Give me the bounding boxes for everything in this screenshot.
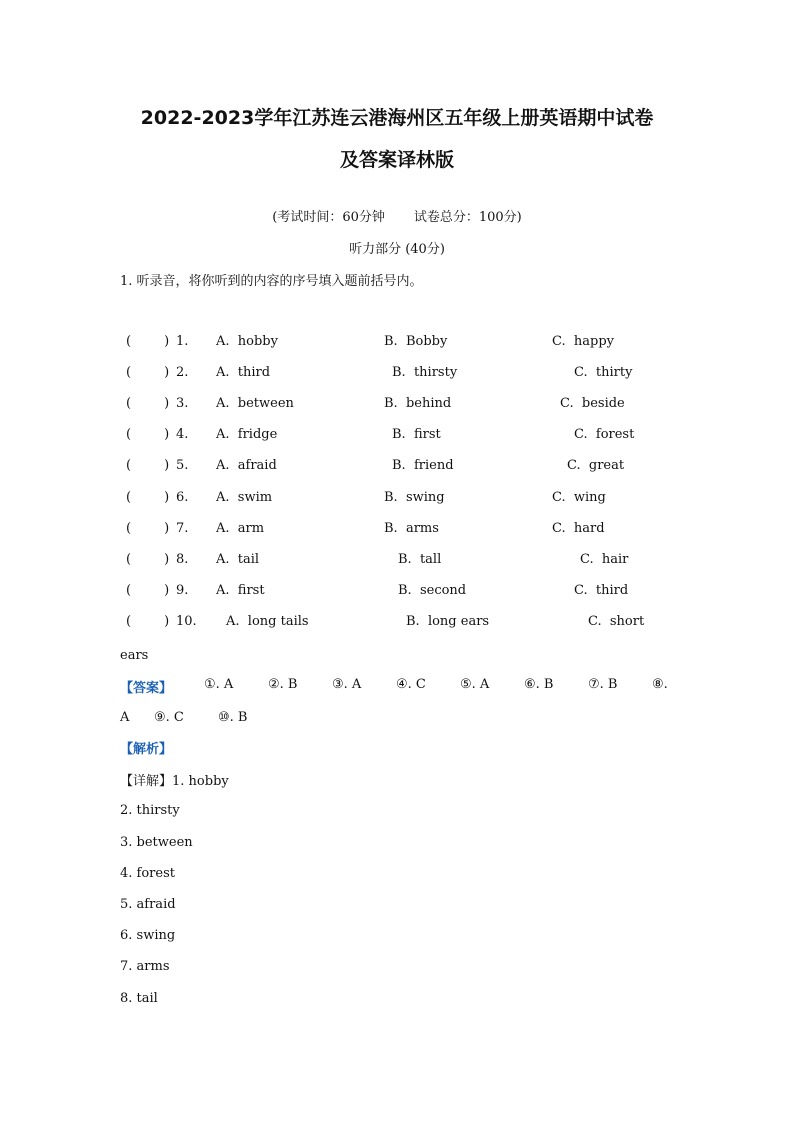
option-b: B. first — [392, 427, 441, 442]
option-c: C. third — [574, 583, 629, 598]
answer-item: ⑤. A — [460, 677, 490, 692]
option-a: A. swim — [216, 490, 273, 505]
answer-blank: ( ) — [126, 521, 170, 536]
question-number: 9. — [176, 583, 189, 598]
answer-item: ⑥. B — [524, 677, 554, 692]
answer-blank: ( ) — [126, 427, 170, 442]
answer-blank: ( ) — [126, 552, 170, 567]
option-c: C. hair — [580, 552, 629, 567]
option-a: A. between — [216, 396, 294, 411]
detail-label: 【详解】 — [120, 774, 173, 789]
question-row — [120, 396, 680, 416]
option-c: C. great — [567, 458, 625, 473]
option-c: C. hard — [552, 521, 605, 536]
option-a: A. fridge — [216, 427, 278, 442]
option-b: B. swing — [384, 490, 445, 505]
question-row — [120, 458, 680, 478]
option-a: A. tail — [216, 552, 260, 567]
question-row — [120, 521, 680, 541]
option-b: B. Bobby — [384, 334, 448, 349]
answer-item: A — [120, 710, 130, 725]
answer-item: ③. A — [332, 677, 362, 692]
detail-item: 2. thirsty — [120, 803, 180, 818]
page-title-line2: 及答案译林版 — [339, 149, 454, 171]
question-row — [120, 334, 680, 354]
answer-blank: ( ) — [126, 490, 170, 505]
question-number: 4. — [176, 427, 189, 442]
question-number: 7. — [176, 521, 189, 536]
answer-item: ⑨. C — [154, 710, 184, 725]
option-b: B. arms — [384, 521, 439, 536]
question-number: 1. — [176, 334, 189, 349]
answer-item: ②. B — [268, 677, 298, 692]
question-number: 10. — [176, 614, 197, 629]
option-c: C. happy — [552, 334, 614, 349]
option-a: A. hobby — [216, 334, 278, 349]
answer-item: ⑦. B — [588, 677, 618, 692]
option-b: B. second — [398, 583, 467, 598]
option-b: B. long ears — [406, 614, 490, 629]
option-c: C. short — [588, 614, 645, 629]
detail-item: 3. between — [120, 835, 193, 850]
detail-item: 5. afraid — [120, 897, 176, 912]
option-b: B. friend — [392, 458, 454, 473]
question-row — [120, 365, 680, 385]
question-number: 5. — [176, 458, 189, 473]
answer-blank: ( ) — [126, 334, 170, 349]
answer-item: ⑩. B — [218, 710, 248, 725]
answer-blank: ( ) — [126, 396, 170, 411]
answer-item: ④. C — [396, 677, 426, 692]
question-instruction: 1. 听录音，将你听到的内容的序号填入题前括号内。 — [120, 274, 423, 289]
answer-item: ①. A — [204, 677, 234, 692]
detail-item: 8. tail — [120, 991, 158, 1006]
option-a: A. arm — [216, 521, 265, 536]
question-row — [120, 552, 680, 572]
option-a: A. afraid — [216, 458, 277, 473]
detail-item: 6. swing — [120, 928, 176, 943]
question-number: 3. — [176, 396, 189, 411]
answer-item: ⑧. — [652, 677, 668, 692]
option-c: C. forest — [574, 427, 635, 442]
option-continuation: ears — [120, 648, 149, 663]
detail-item: 1. hobby — [172, 774, 229, 789]
question-row — [120, 427, 680, 447]
answer-blank: ( ) — [126, 458, 170, 473]
answer-blank: ( ) — [126, 365, 170, 380]
option-b: B. behind — [384, 396, 452, 411]
question-row — [120, 614, 680, 634]
question-number: 6. — [176, 490, 189, 505]
answer-label: 【答案】 — [120, 681, 173, 696]
section-heading: 听力部分 (40分) — [349, 242, 445, 257]
detail-line — [120, 770, 229, 789]
page-title-line1: 2022-2023学年江苏连云港海州区五年级上册英语期中试卷 — [140, 107, 654, 129]
option-c: C. thirty — [574, 365, 633, 380]
question-row — [120, 583, 680, 603]
option-a: A. third — [216, 365, 271, 380]
answer-blank: ( ) — [126, 583, 170, 598]
question-number: 8. — [176, 552, 189, 567]
option-b: B. tall — [398, 552, 442, 567]
option-c: C. beside — [560, 396, 625, 411]
analysis-label: 【解析】 — [120, 742, 173, 757]
exam-meta: (考试时间：60分钟 试卷总分：100分) — [272, 210, 522, 225]
option-c: C. wing — [552, 490, 606, 505]
detail-item: 7. arms — [120, 959, 170, 974]
option-b: B. thirsty — [392, 365, 458, 380]
option-a: A. first — [216, 583, 265, 598]
question-row — [120, 490, 680, 510]
option-a: A. long tails — [226, 614, 309, 629]
answer-blank: ( ) — [126, 614, 170, 629]
question-number: 2. — [176, 365, 189, 380]
detail-item: 4. forest — [120, 866, 175, 881]
